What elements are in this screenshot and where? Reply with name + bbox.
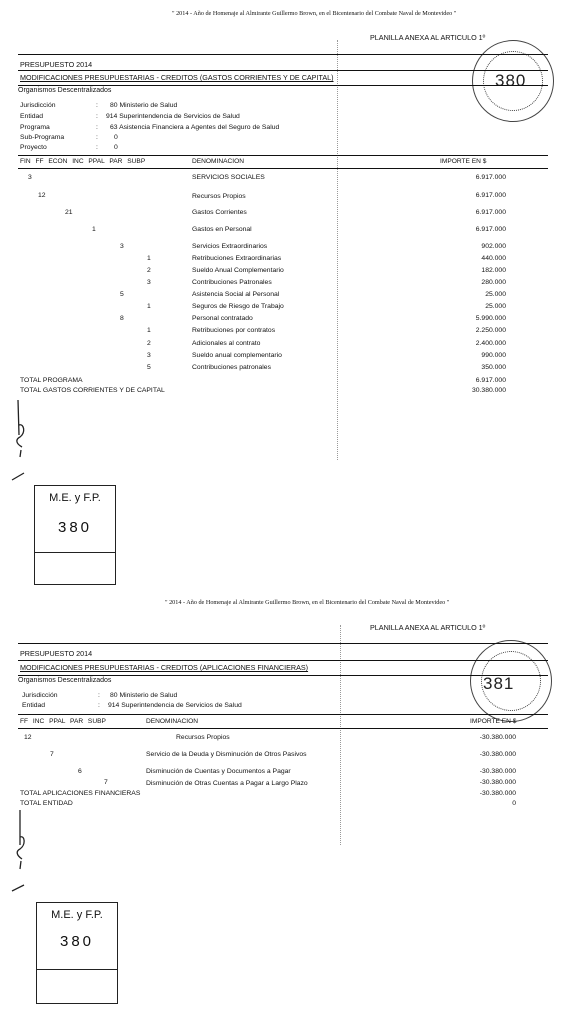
meta-label: Jurisdicción [22,692,58,699]
header-rule [18,54,548,55]
column-header-codes: FF INC PPAL PAR SUBP [20,718,106,725]
stamp-title: M.E. y F.P. [49,492,101,504]
row-amount: 6.917.000 [475,209,506,216]
column-header-importe: IMPORTE EN $ [440,158,487,165]
row-code: 1 [147,303,151,310]
row-denominacion: Personal contratado [192,315,253,322]
seal-number: 381 [483,674,515,693]
organismo-label: Organismos Descentralizados [18,677,112,684]
seal-stamp [470,640,552,722]
row-code: 5 [147,364,151,371]
meta-label: Entidad [20,113,44,120]
presupuesto-label: PRESUPUESTO 2014 [20,649,93,658]
row-amount: -30.380.000 [479,734,516,741]
row-code: 3 [147,352,151,359]
total-label: TOTAL ENTIDAD [20,800,73,807]
row-amount: -30.380.000 [479,768,516,775]
column-header-importe: IMPORTE EN $ [470,718,517,725]
stamp-title: M.E. y F.P. [51,909,103,921]
row-amount: 350.000 [481,364,506,371]
meta-label: Sub-Programa [20,134,65,141]
row-code: 3 [28,174,32,181]
total-amount: 6.917.000 [475,377,506,384]
row-denominacion: SERVICIOS SOCIALES [192,174,265,181]
stamp-divider [35,552,115,553]
row-denominacion: Retribuciones Extraordinarias [192,255,282,262]
fold-mark [337,40,338,460]
row-code: 1 [147,327,151,334]
row-denominacion: Seguros de Riesgo de Trabajo [192,303,284,310]
row-denominacion: Contribuciones Patronales [192,279,272,286]
row-amount: 902.000 [481,243,506,250]
meta-label: Jurisdicción [20,102,56,109]
row-amount: -30.380.000 [479,751,516,758]
meta-label: Entidad [22,702,46,709]
row-amount: 6.917.000 [475,174,506,181]
row-denominacion: Asistencia Social al Personal [192,291,280,298]
table-rule [18,728,548,729]
row-amount: 2.400.000 [475,340,506,347]
table-rule [18,168,548,169]
meta-sep: : [98,702,100,709]
seal-number: 380 [495,71,527,90]
meta-value: 0 [114,134,118,141]
row-code: 2 [147,340,151,347]
total-amount: 30.380.000 [471,387,506,394]
row-code: 6 [78,768,82,775]
row-amount: -30.380.000 [479,779,516,786]
header-rule [18,70,548,71]
row-denominacion: Sueldo Anual Complementario [192,267,284,274]
meta-value: 80 Ministerio de Salud [110,102,178,109]
row-amount: 2.250.000 [475,327,506,334]
total-label: TOTAL APLICACIONES FINANCIERAS [20,790,141,797]
meta-sep: : [96,113,98,120]
row-code: 7 [104,779,108,786]
presupuesto-label: PRESUPUESTO 2014 [20,60,93,69]
row-denominacion: Gastos en Personal [192,226,252,233]
row-code: 12 [24,734,32,741]
total-label: TOTAL PROGRAMA [20,377,83,384]
header-rule [18,660,548,661]
row-amount: 25.000 [485,291,506,298]
meta-value: 914 Superintendencia de Servicios de Salud [108,702,242,709]
planilla-label: PLANILLA ANEXA AL ARTICULO 1º [370,623,486,632]
meta-sep: : [96,124,98,131]
meta-value: 0 [114,144,118,151]
fold-mark [340,625,341,845]
row-amount: 6.917.000 [475,192,506,199]
motto-line: " 2014 - Año de Homenaje al Almirante Guillermo Brown, en el Bicentenario del Combate Naval de Montevideo " [172,10,457,17]
total-amount: -30.380.000 [479,790,516,797]
row-denominacion: Sueldo anual complementario [192,352,282,359]
meta-value: 63 Asistencia Financiera a Agentes del Seguro de Salud [110,124,280,131]
row-amount: 182.000 [481,267,506,274]
total-label: TOTAL GASTOS CORRIENTES Y DE CAPITAL [20,387,165,394]
meta-sep: : [96,102,98,109]
stamp-number: 380 [59,933,95,950]
row-amount: 440.000 [481,255,506,262]
stamp-divider [37,969,117,970]
row-denominacion: Servicio de la Deuda y Disminución de Otros Pasivos [146,751,307,758]
planilla-label: PLANILLA ANEXA AL ARTICULO 1º [370,33,486,42]
column-header-codes: FIN FF ECON INC PPAL PAR SUBP [20,158,146,165]
row-amount: 990.000 [481,352,506,359]
table-rule [18,155,548,156]
document-title: MODIFICACIONES PRESUPUESTARIAS - CREDITOS (APLICACIONES FINANCIERAS) [20,663,309,672]
meta-label: Programa [20,124,50,131]
row-denominacion: Adicionales al contrato [192,340,261,347]
stamp-number: 380 [57,519,93,536]
handwritten-initial-mark [8,395,38,485]
row-code: 3 [120,243,124,250]
seal-stamp [472,40,554,122]
row-amount: 25.000 [485,303,506,310]
row-denominacion: Recursos Propios [176,734,230,741]
header-rule [18,675,548,676]
column-header-denominacion: DENOMINACION [192,158,245,165]
row-denominacion: Gastos Corrientes [192,209,247,216]
row-amount: 5.990.000 [475,315,506,322]
row-denominacion: Recursos Propios [192,193,246,200]
meta-sep: : [98,692,100,699]
total-amount: 0 [512,800,516,807]
row-code: 12 [38,192,46,199]
meta-label: Proyecto [20,144,47,151]
row-code: 3 [147,279,151,286]
row-code: 1 [92,226,96,233]
row-denominacion: Disminución de Otras Cuentas a Pagar a Largo Plazo [146,780,308,787]
header-rule [18,85,548,86]
document-title: MODIFICACIONES PRESUPUESTARIAS - CREDITOS (GASTOS CORRIENTES Y DE CAPITAL) [20,73,334,82]
row-code: 5 [120,291,124,298]
row-code: 7 [50,751,54,758]
row-code: 2 [147,267,151,274]
organismo-label: Organismos Descentralizados [18,87,112,94]
row-code: 1 [147,255,151,262]
meta-sep: : [96,134,98,141]
row-denominacion: Contribuciones patronales [192,364,271,371]
row-denominacion: Retribuciones por contratos [192,327,276,334]
row-denominacion: Disminución de Cuentas y Documentos a Pagar [146,768,291,775]
row-amount: 280.000 [481,279,506,286]
approval-stamp [36,902,118,1004]
row-code: 21 [65,209,73,216]
handwritten-initial-mark [8,805,38,895]
meta-value: 914 Superintendencia de Servicios de Salud [106,113,240,120]
row-denominacion: Servicios Extraordinarios [192,243,268,250]
row-amount: 6.917.000 [475,226,506,233]
column-header-denominacion: DENOMINACION [146,718,199,725]
motto-line: " 2014 - Año de Homenaje al Almirante Guillermo Brown, en el Bicentenario del Combate Naval de Montevideo " [165,599,450,606]
approval-stamp [34,485,116,585]
table-rule [18,714,548,715]
header-rule [18,643,548,644]
meta-sep: : [96,144,98,151]
row-code: 8 [120,315,124,322]
meta-value: 80 Ministerio de Salud [110,692,178,699]
